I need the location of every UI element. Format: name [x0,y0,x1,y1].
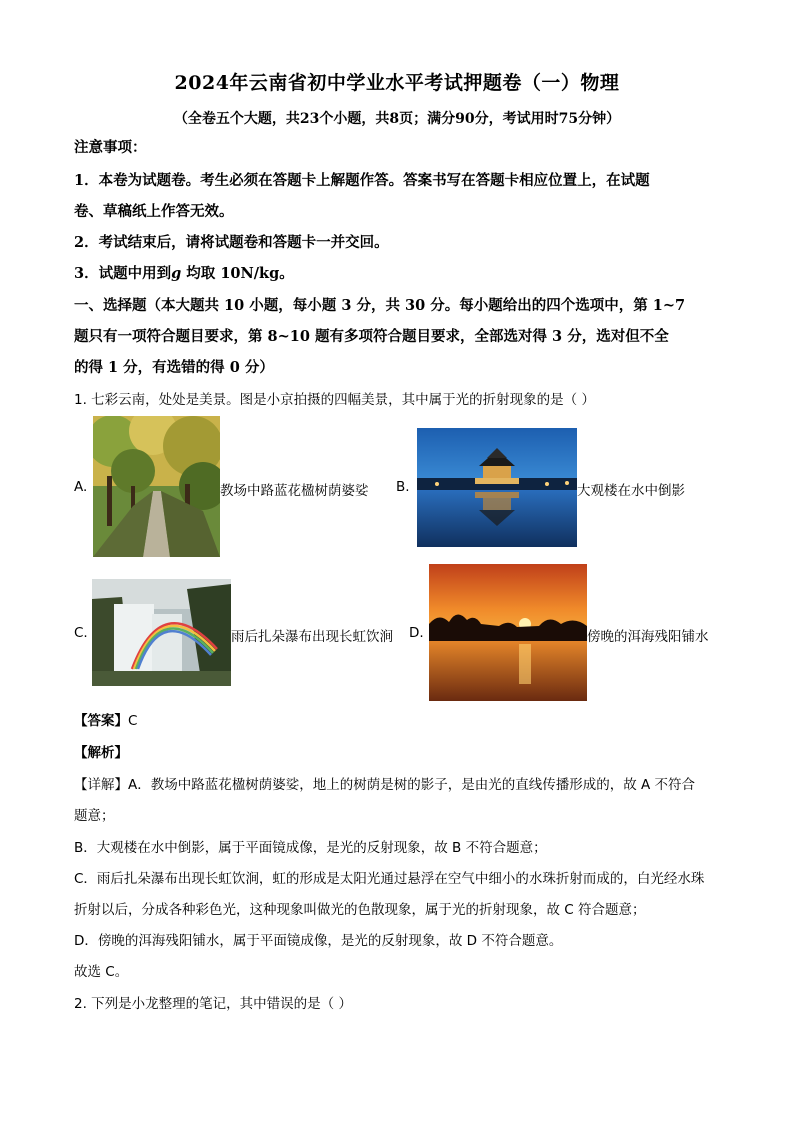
option-a-text: 教场中路蓝花楹树荫婆娑 [220,483,369,499]
answer-value: C [128,713,138,729]
page-subtitle: （全卷五个大题，共23个小题，共8页；满分90分，考试用时75分钟） [173,111,621,127]
answer-label: 【答案】 [74,713,128,729]
analysis-label: 【解析】 [74,745,128,761]
option-d-letter: D. [409,625,424,641]
option-a-photo-tree-lined-road [93,416,220,557]
note-item-2: 2．考试结束后，请将试题卷和答题卡一并交回。 [74,234,389,251]
option-c-letter: C. [74,625,88,641]
option-a-letter: A. [74,479,88,495]
conclusion: 故选 C。 [74,964,129,980]
question-1-stem: 1. 七彩云南，处处是美景。图是小京拍摄的四幅美景，其中属于光的折射现象的是（ ） [74,392,595,408]
option-c-text: 雨后扎朵瀑布出现长虹饮涧 [231,629,393,645]
section-1-intro-line-2: 题只有一项符合题目要求，第 8~10 题有多项符合题目要求，全部选对得 3 分，选对但不全 [74,328,669,345]
answer-line [74,711,724,731]
note-item-1-line-2: 卷、草稿纸上作答无效。 [74,203,234,220]
option-d-photo-lake-sunset [429,564,587,701]
question-2-stem: 2. 下列是小龙整理的笔记，其中错误的是（ ） [74,996,352,1012]
option-b-text: 大观楼在水中倒影 [577,483,685,499]
detail-line-2: 题意； [74,808,115,824]
detail-line-4: C．雨后扎朵瀑布出现长虹饮涧，虹的形成是太阳光通过悬浮在空气中细小的水珠折射而成的，白光经水珠 [74,871,705,887]
variable-g: g [171,265,182,282]
detail-line-5: 折射以后，分成各种彩色光，这种现象叫做光的色散现象，属于光的折射现象，故 C 符合题意； [74,902,646,918]
section-1-intro-line-1: 一、选择题（本大题共 10 小题，每小题 3 分，共 30 分。每小题给出的四个选项中，第 1~7 [74,297,686,314]
note-item-1-line-1: 1．本卷为试题卷。考生必须在答题卡上解题作答。答案书写在答题卡相应位置上，在试题 [74,172,650,189]
notes-heading: 注意事项： [74,139,147,156]
page-title: 2024年云南省初中学业水平考试押题卷（一）物理 [174,72,620,94]
section-1-intro-line-3: 的得 1 分，有选错的得 0 分） [74,359,274,376]
option-d-text: 傍晚的洱海残阳铺水 [587,629,709,645]
detail-line-3: B．大观楼在水中倒影，属于平面镜成像，是光的反射现象，故 B 不符合题意； [74,840,547,856]
option-b-photo-pavilion-reflection [417,428,577,547]
option-b-letter: B. [396,479,410,495]
note-item-3: 3．试题中用到g 均取 10N/kg。 [74,265,294,282]
option-c-photo-waterfall-rainbow [92,579,231,686]
detail-line-1: 【详解】A．教场中路蓝花楹树荫婆娑，地上的树荫是树的影子，是由光的直线传播形成的，故 A 不符合 [74,777,696,793]
detail-line-6: D．傍晚的洱海残阳铺水，属于平面镜成像，是光的反射现象，故 D 不符合题意。 [74,933,563,949]
